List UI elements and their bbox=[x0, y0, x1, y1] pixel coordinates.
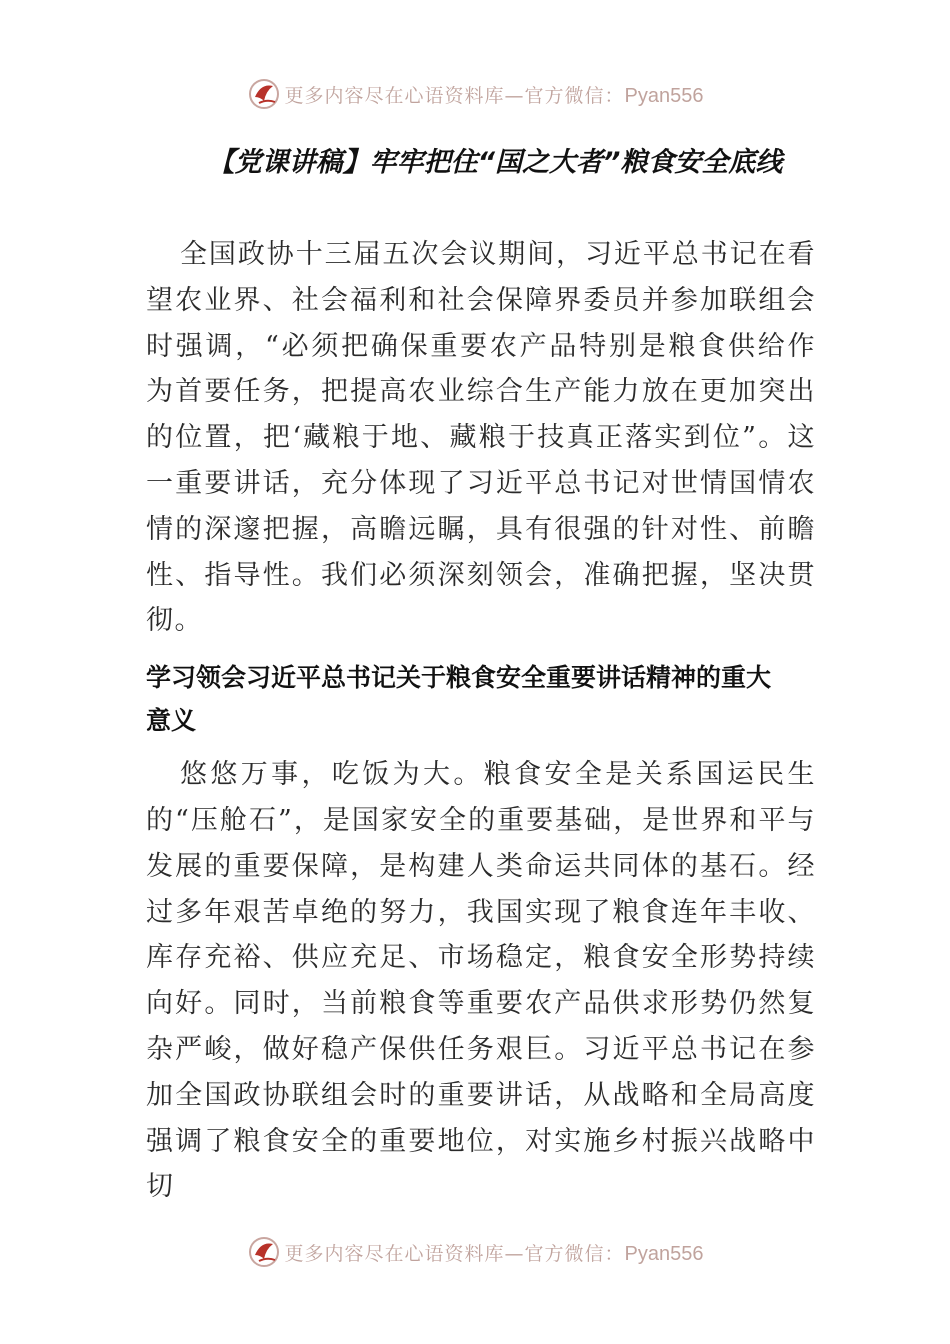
watermark-text: 更多内容尽在心语资料库—官方微信：Pyan556 bbox=[284, 84, 704, 107]
document-body bbox=[146, 232, 816, 1210]
brand-logo-icon bbox=[247, 77, 281, 111]
header-watermark bbox=[0, 74, 950, 114]
section-paragraph: 悠悠万事，吃饭为大。粮食安全是关系国运民生的“压舱石”，是国家安全的重要基础，是世界和平与发展的重要保障，是构建人类命运共同体的基石。经过多年艰苦卓绝的努力，我国实现了粮食连年丰收、库存充裕、供应充足、市场稳定，粮食安全形势持续向好。同时，当前粮食等重要农产品供求形势仍然复杂严峻，做好稳产保供任务艰巨。习近平总书记在参加全国政协联组会时的重要讲话，从战略和全局高度强调了粮食安全的重要地位，对实施乡村振兴战略中切 bbox=[146, 759, 816, 1203]
wechat-id: Pyan556 bbox=[624, 84, 704, 107]
document-title: 【党课讲稿】牢牢把住“国之大者”粮食安全底线 bbox=[207, 147, 783, 178]
brand-logo-icon bbox=[247, 1235, 281, 1269]
intro-paragraph: 全国政协十三届五次会议期间，习近平总书记在看望农业界、社会福利和社会保障界委员并参加联组会时强调，“必须把确保重要农产品特别是粮食供给作为首要任务，把提高农业综合生产能力放在更加突出的位置，把‘藏粮于地、藏粮于技真正落实到位”。这一重要讲话，充分体现了习近平总书记对世情国情农情的深邃把握，高瞻远瞩，具有很强的针对性、前瞻性、指导性。我们必须深刻领会，准确把握，坚决贯彻。 bbox=[146, 239, 816, 637]
section-heading: 学习领会习近平总书记关于粮食安全重要讲话精神的重大意义 bbox=[146, 663, 772, 736]
footer-watermark bbox=[0, 1232, 950, 1272]
watermark-text: 更多内容尽在心语资料库—官方微信：Pyan556 bbox=[284, 1242, 704, 1265]
wechat-id: Pyan556 bbox=[624, 1242, 704, 1265]
